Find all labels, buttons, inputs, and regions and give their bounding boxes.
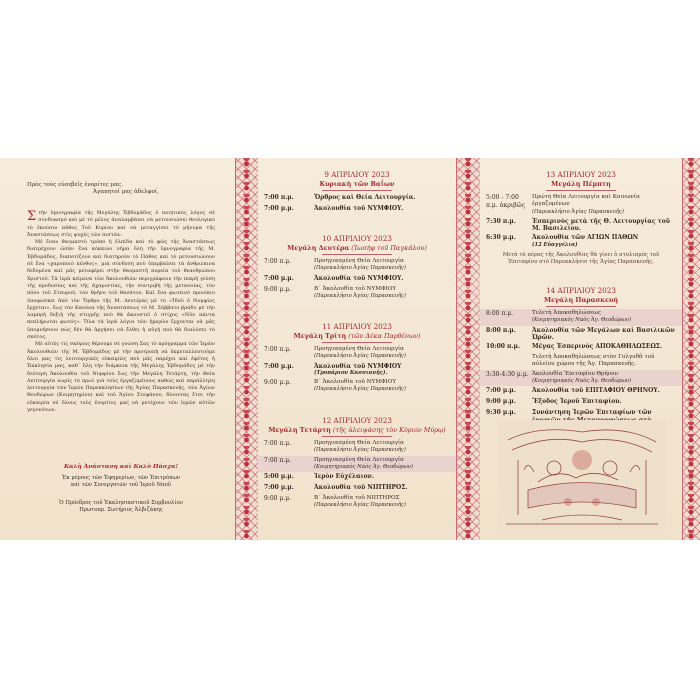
letter-paragraph: Μὲ ἕναν θαυμαστὸ τρόπο ἡ ἐλπίδα καὶ τὸ φῶς τῆς Ἀναστάσεως διατρέχουν ὡσὰν ἕνα κόκκινο νῆμα ὅλη τὴν ὑμνογραφία τῆς Μ. Ἑβδομάδος, διαποτίζουν καὶ διατηροῦν τὸ Πάθος καὶ τὸ μετουσιώνουν σὲ ἕνα «χαροποιὸ πένθος», μιὰ σύνδεση ποὺ ὑπερβαίνει τὰ ἀνθρώπινα δεδομένα καὶ μᾶς μεταφέρει στὴν θαυμαστὴ πορεία τοῦ θεανθρώπου Χριστοῦ. Τὰ ἱερὰ κείμενα τῶν Ἀκολουθιῶν περιγράφουν τὴν πικρὴ γεύση τῆς προδοσίας καὶ τῆς ἀχαριστίας, τὴν συντριβὴ τῆς μετανοίας, τὸν πόνο τοῦ Σταυροῦ, τὸν θρῆνο τοῦ θανάτου. Καὶ ἕνα φωτεινὸ προοίκιο ὑποφώσκει ἀπὸ τὸν Ὄρθρο τῆς Μ. Δευτέρας μὲ τὸ «Ἰδοὺ ὁ Νυμφίος ἔρχεται», ἕως τὸν Κανόνα τῆς Ἀναστάσεως τὸ Μ. Σάββατο βράδυ μὲ τὴν λαμπρὴ δεξιὴ τῆς στιγμῆς ποὺ θὰ ἀκουστεῖ ὁ στίχος «Νῦν πάντα πεπλήρωται φωτός». Ὅλα τὰ ἱερὰ λόγια τῶν ἡμερῶν ἔρχονται νὰ μᾶς ὑπομνήσουν πὼς δὲν θὰ ἀργήσει νὰ ἔλθει ἡ αὐγὴ ποὺ θὰ διαλύσει τὸ σκότος. — [27, 239, 215, 341]
schedule-day — [480, 170, 682, 269]
title-underline — [546, 306, 616, 307]
event-text: Β´ Ἀκολουθία τοῦ ΝΙΠΤΗΡΟΣ — [314, 495, 400, 502]
event-description — [532, 194, 678, 216]
event-time: 7:00 π.μ. — [264, 456, 292, 464]
day-date: 12 ΑΠΡΙΛΙΟΥ 2023 — [322, 416, 392, 425]
event-text: Ἑσπερινὸς μετὰ τῆς Θ. Λειτουργίας τοῦ Μ. Βασιλείου. — [532, 217, 670, 233]
easter-wish: Καλὴ Ἀνάσταση καὶ Καλὸ Πάσχα! — [63, 464, 179, 470]
event-description — [532, 371, 678, 386]
ornamental-border — [682, 158, 700, 540]
event-description — [314, 275, 452, 284]
event-description — [314, 495, 452, 510]
schedule-row — [258, 472, 456, 483]
schedule-row — [258, 345, 456, 362]
day-name-text: Μεγάλη Τρίτη — [293, 332, 347, 340]
event-text: Πρώτη Θεία Λειτουργία καὶ Κοινωνία ἐργαζομένων — [532, 194, 640, 208]
event-time: 7:00 π.μ. — [264, 194, 294, 201]
event-text: Τελετὴ Ἀποκαθηλώσεως στὸν Γολγοθᾶ τοῦ αὐλείου χώρου τῆς Ἁγ. Παρασκευῆς. — [532, 354, 655, 368]
event-description — [532, 327, 678, 342]
schedule-row — [480, 326, 682, 343]
event-time: 9:00 μ.μ. — [264, 495, 291, 503]
event-time: 3:30-4:30 μ.μ. — [486, 370, 529, 378]
event-time: 7:00 π.μ. — [264, 346, 292, 353]
day-name-text: Μεγάλη Δευτέρα — [287, 244, 350, 252]
event-description — [532, 343, 678, 352]
event-time: 9:00 μ.μ. — [264, 285, 291, 293]
event-time — [486, 354, 532, 369]
schedule-row — [480, 342, 682, 353]
title-underline — [546, 190, 616, 191]
day-name-extra: (τῆς ἀλειψάσης τὸν Κύριον Μύρῳ) — [332, 426, 446, 434]
event-note: (Παρεκκλήσιο Ἁγίας Παρασκευῆς) — [314, 386, 406, 393]
event-text: Ἀκολουθία τοῦ ΝΥΜΦΙΟΥ. — [314, 274, 404, 282]
event-description — [532, 310, 678, 325]
schedule-row — [258, 193, 456, 204]
president-line: Ὁ Πρόεδρος τοῦ Ἐκκλησιαστικοῦ Συμβουλίου — [59, 500, 183, 506]
schedule-row — [480, 309, 682, 326]
event-time: 7:00 π.μ. — [264, 258, 292, 265]
greeting-line: Ἀγαπητοί μας ἀδελφοί, — [93, 189, 159, 196]
event-time: 7:00 μ.μ. — [264, 274, 294, 282]
day-name — [258, 180, 456, 189]
paragraph-text: τὴν ὑμνογραφία τῆς Μεγάλης Ἑβδομάδος ὁ ποιητικὸς λόγος σὲ συνδυασμό καὶ μὲ τὸ μέλος ἀναλαμβάνει νὰ μετουσιώσει θεολογικὸ τὸ ἐκούσιο πάθος Τοῦ Κυρίου καὶ νὰ μεταγγίσει τὸ μήνυμα τῆς Ἀναστάσεως στὶς ψυχὲς τῶν πιστῶν. — [27, 210, 215, 238]
event-description — [532, 218, 678, 233]
event-time: 7:00 μ.μ. — [264, 205, 294, 212]
schedule-row — [258, 483, 456, 494]
schedule-row — [258, 274, 456, 285]
schedule-row — [480, 233, 682, 250]
dropcap: Σ — [27, 209, 37, 224]
letter-panel — [0, 158, 235, 540]
schedule-row — [258, 439, 456, 456]
schedule-row — [258, 494, 456, 511]
day-date: 14 ΑΠΡΙΛΙΟΥ 2023 — [546, 286, 616, 295]
event-description — [314, 473, 452, 482]
event-text: Προηγιασμένη Θεία Λειτουργία — [314, 346, 404, 352]
event-time: 5:00 μ.μ. — [264, 473, 294, 481]
epitaph-engraving-icon — [498, 420, 666, 530]
day-name-extra: (Ἰωσὴφ τοῦ Παγκάλου) — [351, 244, 427, 252]
day-date: 13 ΑΠΡΙΛΙΟΥ 2023 — [546, 170, 616, 179]
event-text: Προηγιασμένη Θεία Λειτουργία — [314, 440, 404, 446]
schedule-row — [480, 193, 682, 217]
schedule-row — [258, 204, 456, 215]
letter-paragraph: Μὲ αὐτὲς τὶς σκέψεις θέρουμε σὲ γνώση Σας τὸ πρόγραμμα τῶν Ἱερῶν Ἀκολουθιῶν τῆς Μ. Ἑβδομάδος μὲ τὴν προτροπὴ νὰ ἐκμεταλλευτοῦμε ὅλοι μας τὶς λειτουργικὲς εὐκαιρίες ποὺ μᾶς παρέχει καὶ ἐφέτος ἡ Ἐκκλησία μας, καθ᾽ ὅλη τὴν διάρκεια τῆς Μεγάλης Ἑβδομάδος μὲ τὴν δεύτερη Ἀκολουθία τοῦ Νυμφίου ἕως τὴν Μεγάλη Τετάρτη, τὴν Θεία Λειτουργία νωρὶς τὸ πρωὶ γιὰ τοὺς ἐργαζομένους καθὼς καὶ παράλληλη λειτουργία τῶν Ἱερῶν Παρεκκλησίων τῆς Ἁγίας Παρασκευῆς, τῶν Ἁγίων Θεοδώρων (Κοιμητηρίου) καὶ τοῦ Ἁγίου Στεφάνου, δίνοντας ἔτσι τὴν εὐκαιρία σὲ ὅλους τοὺς ἐνορίτες μας νὰ μετέχουν τῶν ἱερῶν αὐτῶν γεγονότων. — [27, 341, 215, 414]
schedule-row — [480, 397, 682, 408]
day-note: Μετὰ τὸ πέρας τῆς Ἀκολουθίας θὰ γίνει ὁ στολισμὸς τοῦ Ἐπιταφίου στὸ Παρεκκλήσιο τῆς Ἁγίας Παρασκευῆς. — [502, 252, 660, 266]
day-name — [480, 180, 682, 189]
brochure-sheet — [0, 158, 700, 540]
day-name-text: Μεγάλη Τετάρτη — [268, 426, 331, 434]
signature-line: καὶ τῶν Συνεργατῶν τοῦ Ἱεροῦ Ναοῦ — [70, 482, 172, 489]
event-time: 9:30 μ.μ. — [486, 409, 516, 417]
schedule-panel-1 — [258, 158, 456, 540]
event-time: 7:00 μ.μ. — [264, 362, 294, 370]
day-name — [258, 244, 456, 253]
day-date: 9 ΑΠΡΙΛΙΟΥ 2023 — [324, 170, 390, 179]
schedule-day — [480, 286, 682, 432]
event-time: 10:00 π.μ. — [486, 343, 520, 351]
event-note: (Τροπάριον Κασσιανῆς). — [314, 369, 388, 376]
event-time: 5:00 - 7:00 π.μ. ἀκριβῶς — [486, 194, 525, 209]
event-note: (12 Εὐαγγέλια) — [532, 241, 578, 248]
day-date: 10 ΑΠΡΙΛΙΟΥ 2023 — [322, 234, 392, 243]
event-text: Ὄρθρος καὶ Θεία Λειτουργία. — [314, 194, 416, 201]
schedule-row — [258, 456, 456, 473]
event-note: (Κοιμητηριακὸς Ναὸς Ἁγ. Θεοδώρων) — [532, 378, 632, 385]
event-text: Ἀκολουθία τοῦ ΝΥΜΦΙΟΥ — [314, 362, 402, 370]
event-time: 7:00 μ.μ. — [264, 484, 294, 492]
greeting — [27, 182, 207, 197]
ornamental-border — [456, 158, 480, 540]
event-note: (Κοιμητηριακὸς Ναὸς Ἁγ. Θεοδώρων) — [314, 463, 414, 470]
schedule-panel-2 — [480, 158, 682, 540]
event-note: (Παρεκκλήσιο Ἁγίας Παρασκευῆς) — [314, 292, 406, 299]
schedule-day — [258, 322, 456, 395]
event-time: 8:00 π.μ. — [486, 310, 514, 317]
event-description — [314, 457, 452, 472]
event-text: Ἀκολουθία Ἐπιταφίου Θρήνου — [532, 370, 618, 377]
event-text: Προηγιασμένη Θεία Λειτουργία — [314, 258, 404, 264]
ornamental-border — [235, 158, 258, 540]
president-block — [27, 500, 215, 514]
greeting-line: Πρὸς τοὺς εὐσεβεῖς ἐνορίτες μας. — [27, 182, 123, 188]
president-line: Πρωτοπρ. Σωτήριος Ἀλβιζάκης — [79, 507, 163, 514]
event-note: (Κοιμητηριακὸς Ναὸς Ἁγ. Θεοδώρων) — [532, 317, 632, 324]
event-time: 6:30 μ.μ. — [486, 234, 516, 242]
letter-body — [27, 210, 215, 414]
event-text: Μέγας Ἑσπερινὸς ΑΠΟΚΑΘΗΛΩΣΕΩΣ. — [532, 343, 663, 351]
schedule-day — [258, 234, 456, 301]
event-time: 7:00 π.μ. — [264, 440, 292, 447]
event-description — [314, 258, 452, 273]
event-description — [314, 205, 452, 214]
event-description — [314, 286, 452, 301]
title-underline — [322, 342, 392, 343]
event-description — [532, 354, 678, 369]
schedule-row — [258, 285, 456, 302]
event-text: Ἀκολουθία τοῦ ΕΠΙΤΑΦΙΟΥ ΘΡΗΝΟΥ. — [532, 387, 660, 395]
schedule-row — [480, 217, 682, 234]
event-text: Τελετὴ Ἀποκαθηλώσεως — [532, 310, 601, 316]
event-description — [314, 194, 452, 203]
event-time: 7:30 π.μ. — [486, 217, 516, 225]
event-description — [314, 440, 452, 455]
event-time: 9:00 μ.μ. — [264, 379, 291, 387]
signature-line: Ἐκ μέρους τῶν Ἐφημερίων, τῶν Ἐπιτρόπων — [61, 475, 181, 481]
schedule-row — [258, 362, 456, 379]
event-text: Ἀκολουθία τοῦ ΝΙΠΤΗΡΟΣ. — [314, 484, 408, 492]
day-name — [480, 296, 682, 305]
event-text: Προηγιασμένη Θεία Λειτουργία — [314, 456, 404, 463]
event-description — [314, 346, 452, 361]
event-time: 8:00 π.μ. — [486, 326, 516, 334]
event-note: (Παρεκκλήσιο Ἁγίας Παρασκευῆς) — [314, 447, 406, 454]
schedule-row — [258, 378, 456, 395]
event-description — [532, 234, 678, 249]
day-date: 11 ΑΠΡΙΛΙΟΥ 2023 — [322, 322, 392, 331]
event-text: Β´ Ἀκολουθία τοῦ ΝΥΜΦΙΟΥ — [314, 379, 397, 386]
schedule-day — [258, 416, 456, 511]
day-name-text: Μεγάλη Παρασκευή — [543, 296, 619, 304]
event-note: (Παρεκκλήσιο Ἁγίας Παρασκευῆς) — [314, 502, 406, 509]
event-description — [314, 484, 452, 493]
event-time: 9:00 μ.μ. — [486, 398, 516, 406]
event-note: (Παρεκκλήσιο Ἁγίας Παρασκευῆς) — [532, 208, 624, 215]
event-text: Β´ Ἀκολουθία τοῦ ΝΥΜΦΙΟΥ — [314, 285, 397, 292]
event-text: Ἀκολουθία τῶν ΑΓΙΩΝ ΠΑΘΩΝ — [532, 234, 639, 242]
schedule-row — [480, 353, 682, 370]
schedule-day — [258, 170, 456, 215]
day-name-extra: (τῶν Δέκα Παρθένων) — [348, 332, 421, 340]
letter-paragraph — [27, 210, 215, 239]
event-description — [532, 398, 678, 407]
event-note: (Παρεκκλήσιο Ἁγίας Παρασκευῆς) — [314, 353, 406, 360]
day-name — [258, 426, 456, 435]
event-text: Ἱερὸν Εὐχέλαιον. — [314, 473, 374, 481]
title-underline — [322, 190, 392, 191]
schedule-row — [258, 257, 456, 274]
event-text: Ἀκολουθία τοῦ ΝΥΜΦΙΟΥ. — [314, 205, 404, 212]
title-underline — [322, 254, 392, 255]
event-text: Ἀκολουθία τῶν Μεγάλων καὶ Βασιλικῶν Ὡρῶν. — [532, 326, 675, 341]
event-description — [314, 363, 452, 378]
event-note: (Παρεκκλήσιο Ἁγίας Παρασκευῆς) — [314, 265, 406, 272]
event-text: Ἔξοδος Ἱεροῦ Ἐπιταφίου. — [532, 398, 622, 406]
day-name — [258, 332, 456, 341]
title-underline — [322, 436, 392, 437]
event-description — [532, 387, 678, 396]
signature-block — [27, 475, 215, 489]
event-time: 7:00 μ.μ. — [486, 387, 516, 395]
day-name-text: Μεγάλη Πέμπτη — [551, 180, 611, 188]
schedule-row — [480, 386, 682, 397]
day-name-text: Κυριακὴ τῶν Βαΐων — [319, 180, 395, 188]
event-description — [314, 379, 452, 394]
schedule-row — [480, 370, 682, 387]
event-text: Συνάντηση Ἱερῶν Ἐπιταφίων τῶν — [532, 409, 652, 417]
